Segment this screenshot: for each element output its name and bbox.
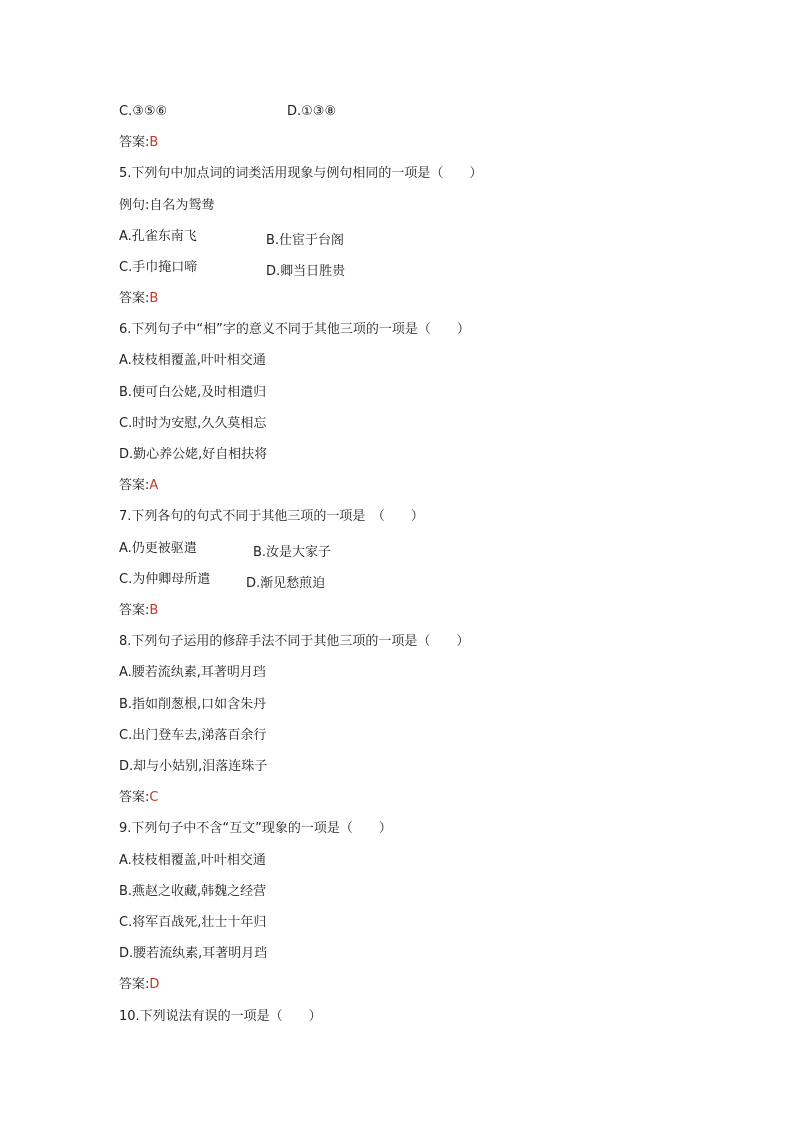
option-c: C.将军百战死,壮士十年归 <box>119 915 267 930</box>
question-7: 7.下列各句的句式不同于其他三项的一项是 （ ） <box>119 509 424 524</box>
option-row <box>119 104 167 120</box>
answer-label: 答案: <box>119 478 150 493</box>
option-b: B.燕赵之收藏,韩魏之经营 <box>119 884 267 899</box>
answer-value: B <box>149 135 159 150</box>
option-a: A.枝枝相覆盖,叶叶相交通 <box>119 853 266 868</box>
option-b: B.汝是大家子 <box>253 545 332 560</box>
example-sentence: 例句:自名为鸳鸯 <box>119 198 215 213</box>
answer-label: 答案: <box>119 291 150 306</box>
answer-value: B <box>149 603 159 618</box>
answer-line <box>119 478 158 494</box>
option-d: D.却与小姑别,泪落连珠子 <box>119 759 268 774</box>
answer-line <box>119 291 158 307</box>
answer-value: A <box>149 478 159 493</box>
option-b: B.仕宦于台阁 <box>266 233 345 248</box>
answer-label: 答案: <box>119 603 150 618</box>
question-9: 9.下列句子中不含“互文”现象的一项是（ ） <box>119 821 392 836</box>
answer-label: 答案: <box>119 790 150 805</box>
answer-line <box>119 977 159 993</box>
option-d: D.①③⑧ <box>287 104 337 119</box>
option-b: B.便可白公姥,及时相遣归 <box>119 385 267 400</box>
option-a: A.孔雀东南飞 <box>119 229 197 244</box>
answer-line <box>119 790 158 806</box>
option-d: D.渐见愁煎迫 <box>246 576 326 591</box>
option-a: A.仍更被驱遣 <box>119 541 197 556</box>
option-b: B.指如削葱根,口如含朱丹 <box>119 697 267 712</box>
answer-value: D <box>149 977 160 992</box>
answer-line <box>119 135 158 151</box>
option-a: A.腰若流纨素,耳著明月珰 <box>119 665 266 680</box>
answer-value: C <box>149 790 159 805</box>
answer-value: B <box>149 291 159 306</box>
question-10: 10.下列说法有误的一项是（ ） <box>119 1009 322 1024</box>
answer-label: 答案: <box>119 135 150 150</box>
option-c: C.时时为安慰,久久莫相忘 <box>119 416 267 431</box>
option-c: C.手巾掩口啼 <box>119 260 198 275</box>
answer-line <box>119 603 158 619</box>
option-c: C.③⑤⑥ <box>119 104 168 119</box>
question-6: 6.下列句子中“相”字的意义不同于其他三项的一项是（ ） <box>119 322 470 337</box>
option-d: D.卿当日胜贵 <box>266 264 346 279</box>
option-d: D.勤心养公姥,好自相扶将 <box>119 447 268 462</box>
answer-label: 答案: <box>119 977 150 992</box>
question-5: 5.下列句中加点词的词类活用现象与例句相同的一项是（ ） <box>119 166 483 181</box>
option-c: C.为仲卿母所遣 <box>119 572 211 587</box>
option-d: D.腰若流纨素,耳著明月珰 <box>119 946 268 961</box>
option-a: A.枝枝相覆盖,叶叶相交通 <box>119 353 266 368</box>
option-c: C.出门登车去,涕落百余行 <box>119 728 267 743</box>
question-8: 8.下列句子运用的修辞手法不同于其他三项的一项是（ ） <box>119 634 470 649</box>
